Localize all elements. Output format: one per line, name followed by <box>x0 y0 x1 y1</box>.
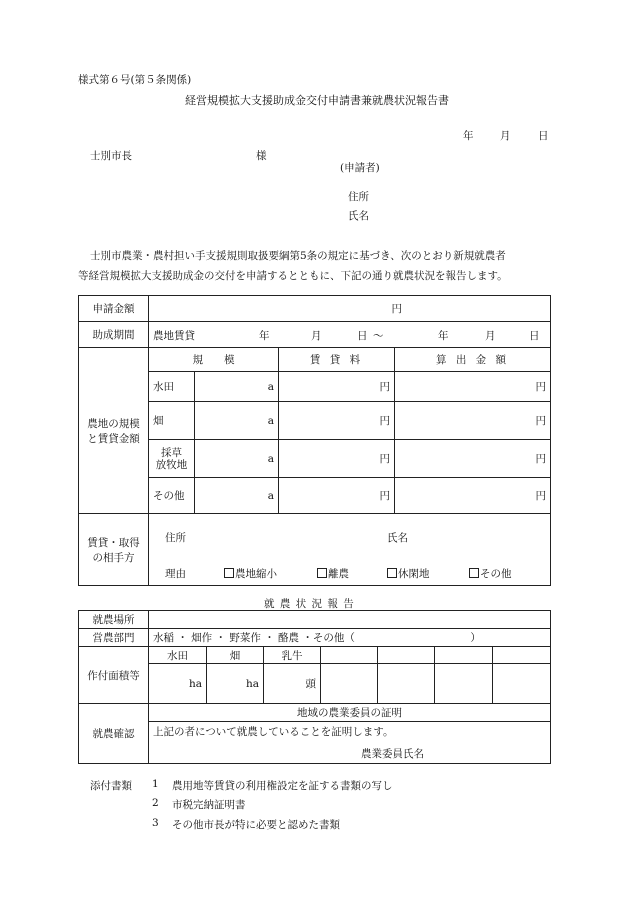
paddy-calc[interactable]: 円 <box>395 372 551 402</box>
attachment-item: その他市長が特に必要と認めた書類 <box>172 819 340 831</box>
period-field[interactable] <box>149 322 551 348</box>
attachment-no: 1 <box>152 778 159 790</box>
pasture-rent[interactable]: 円 <box>279 440 395 478</box>
report-heading: 就 農 状 況 報 告 <box>264 598 355 610</box>
attachment-item: 市税完納証明書 <box>172 799 246 811</box>
amount-field[interactable] <box>149 296 551 322</box>
period-start-month: 月 <box>311 330 322 342</box>
date-month-label: 月 <box>500 130 511 142</box>
confirm-label: 就農確認 <box>79 704 149 764</box>
land-type-pasture: 採草 放牧地 <box>149 440 195 478</box>
area-col-blank[interactable] <box>493 647 551 664</box>
attachment-no: 2 <box>152 797 159 809</box>
period-end-day: 日 <box>529 330 540 342</box>
pasture-area[interactable]: a <box>195 440 279 478</box>
area-col-paddy: 水田 <box>149 647 207 664</box>
checkbox-icon[interactable] <box>317 568 327 578</box>
reason-option-shrink[interactable]: 農地縮小 <box>224 566 277 581</box>
body-text-line-2: 等経営規模拡大支援助成金の交付を申請するとともに、下記の通り就農状況を報告します。 <box>78 270 508 282</box>
field-area[interactable]: a <box>195 402 279 440</box>
attachment-no: 3 <box>152 817 159 829</box>
land-type-field: 畑 <box>149 402 195 440</box>
body-text-line-1: 士別市農業・農村担い手支援規則取扱要綱第5条の規定に基づき、次のとおり新規就農者 <box>90 250 506 262</box>
checkbox-icon[interactable] <box>224 568 234 578</box>
checkbox-icon[interactable] <box>469 568 479 578</box>
other-area[interactable]: a <box>195 478 279 514</box>
counterparty-label: 賃貸・取得 の相手方 <box>79 514 149 586</box>
confirm-sign-label: 農業委員氏名 <box>361 748 424 760</box>
col-calc-header: 算 出 金 額 <box>395 348 551 372</box>
applicant-name-label: 氏名 <box>348 210 369 222</box>
applicant-label: (申請者) <box>340 162 380 174</box>
col-rent-header: 賃 貸 料 <box>279 348 395 372</box>
reason-option-other[interactable]: その他 <box>469 566 512 581</box>
form-number: 様式第６号(第５条関係) <box>78 74 192 86</box>
period-tilde: ～ <box>373 330 384 342</box>
farmland-label: 農地の規模 と賃貸金額 <box>79 348 149 514</box>
area-blank-value[interactable] <box>435 664 493 704</box>
addressee: 士別市長 <box>90 150 132 162</box>
attachments-label: 添付書類 <box>90 780 132 792</box>
land-type-paddy: 水田 <box>149 372 195 402</box>
counterparty-field[interactable] <box>149 514 551 586</box>
checkbox-icon[interactable] <box>387 568 397 578</box>
field-calc[interactable]: 円 <box>395 402 551 440</box>
table-row <box>79 372 551 402</box>
col-scale-header: 規 模 <box>149 348 279 372</box>
pasture-calc[interactable]: 円 <box>395 440 551 478</box>
applicant-address-label: 住所 <box>348 191 369 203</box>
report-table <box>78 610 551 764</box>
document-title: 経営規模拡大支援助成金交付申請書兼就農状況報告書 <box>185 94 449 107</box>
paddy-rent[interactable]: 円 <box>279 372 395 402</box>
period-label: 助成期間 <box>79 322 149 348</box>
counterparty-name-label: 氏名 <box>387 532 408 544</box>
area-col-blank[interactable] <box>321 647 378 664</box>
amount-label: 申請金額 <box>79 296 149 322</box>
reason-option-fallow[interactable]: 休閑地 <box>387 566 430 581</box>
field-rent[interactable]: 円 <box>279 402 395 440</box>
period-type: 農地賃貸 <box>153 330 195 342</box>
period-end-year: 年 <box>438 330 449 342</box>
area-col-blank[interactable] <box>378 647 435 664</box>
area-blank-value[interactable] <box>321 664 378 704</box>
place-label: 就農場所 <box>79 611 149 629</box>
date-day-label: 日 <box>538 130 549 142</box>
area-blank-value[interactable] <box>493 664 551 704</box>
other-rent[interactable]: 円 <box>279 478 395 514</box>
period-start-day: 日 <box>357 330 368 342</box>
other-calc[interactable]: 円 <box>395 478 551 514</box>
honorific: 様 <box>256 150 267 162</box>
reason-label: 理由 <box>165 568 186 580</box>
area-col-field: 畑 <box>207 647 264 664</box>
area-field-value[interactable]: ha <box>207 664 264 704</box>
period-start-year: 年 <box>259 330 270 342</box>
counterparty-address-label: 住所 <box>165 532 186 544</box>
area-cattle-value[interactable]: 頭 <box>264 664 321 704</box>
division-field[interactable]: 水稲 ・ 畑作 ・ 野菜作 ・ 酪農 ・その他（ ） <box>149 629 551 647</box>
attachment-item: 農用地等賃貸の利用権設定を証する書類の写し <box>172 780 393 792</box>
place-field[interactable] <box>149 611 551 629</box>
amount-yen: 円 <box>391 303 402 315</box>
confirm-title: 地域の農業委員の証明 <box>149 704 551 722</box>
application-table <box>78 295 551 586</box>
area-label: 作付面積等 <box>79 647 149 704</box>
area-col-blank[interactable] <box>435 647 493 664</box>
area-blank-value[interactable] <box>378 664 435 704</box>
area-paddy-value[interactable]: ha <box>149 664 207 704</box>
date-year-label: 年 <box>463 130 474 142</box>
land-type-other: その他 <box>149 478 195 514</box>
confirm-text: 上記の者について就農していることを証明します。 <box>153 726 394 738</box>
table-row <box>79 440 551 478</box>
confirm-field[interactable] <box>149 722 551 764</box>
division-label: 営農部門 <box>79 629 149 647</box>
area-col-cattle: 乳牛 <box>264 647 321 664</box>
period-end-month: 月 <box>485 330 496 342</box>
table-row <box>79 402 551 440</box>
paddy-area[interactable]: a <box>195 372 279 402</box>
table-row <box>79 478 551 514</box>
reason-option-retire[interactable]: 離農 <box>317 566 349 581</box>
